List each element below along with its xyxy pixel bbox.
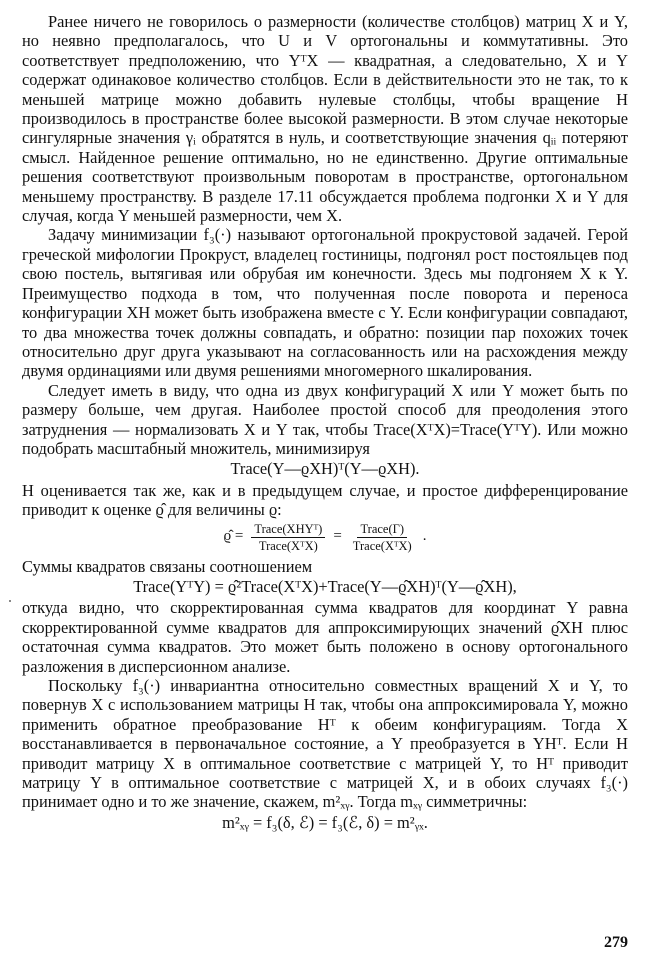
formula-sum-squares: Trace(YᵀY) = ϱ̂²Trace(XᵀX)+Trace(Y—ϱ̂XH)ᵀ(Y—ϱ̂XH), [133, 576, 517, 596]
paragraph-estimate: H оценивается так же, как и в предыдущем случае, и простое дифференцирование приводит к оценке ϱ̂ для величины ϱ: [22, 480, 628, 520]
paragraph-procrustes: Задачу минимизации f₃(·) называют ортогональной прокрустовой задачей. Герой греческой мифологии Прокруст, владелец гостиницы, подгонял рост постояльцев под свою постель, вытягивая или обрубая им конечности. Здесь мы подгоняем X к Y. Преимущество подхода в том, что полученная после поворота и переноса конфигурации XH может быть изображена вместе с Y. Если конфигурации совпадают, то два множества точек должны совпадать, и обратно: позиции пар похожих точек относительно друг друга указывают на согласованность или на расхождения между двумя ординациями или двумя решениями многомерного шкалирования. [22, 225, 628, 381]
paragraph-sum-squares: Суммы квадратов связаны соотношением [22, 556, 313, 576]
rho-hat-lhs: ϱ̂ = [223, 528, 244, 545]
scan-speck [9, 600, 11, 602]
fraction-2-numerator: Trace(Γ) [357, 522, 407, 538]
fraction-1-denominator: Trace(XᵀX) [258, 538, 318, 553]
formula-end-period: . [422, 528, 427, 545]
fraction-2 [350, 522, 415, 553]
document-page [22, 12, 628, 834]
fraction-2-denominator: Trace(XᵀX) [352, 538, 412, 553]
formula-rho-estimate [22, 522, 628, 553]
paragraph-normalization: Следует иметь в виду, что одна из двух конфигураций X или Y может быть по размеру больше, чем другая. Наиболее простой способ для преодоления этого затруднения — нормализовать X и Y так, чтобы Trace(XᵀX)=Trace(YᵀY). Или можно подобрать масштабный множитель, минимизируя [22, 380, 628, 458]
fraction-1-numerator: Trace(XHYᵀ) [251, 522, 325, 538]
paragraph-anova: откуда видно, что скорректированная сумма квадратов для координат Y равна скорректированной сумме квадратов для аппроксимирующих значений ϱ̂XH плюс остаточная сумма квадратов. Это может быть положено в основу ортогонального разложения в дисперсионном анализе. [22, 598, 628, 676]
paragraph-dimensions: Ранее ничего не говорилось о размерности (количестве столбцов) матриц X и Y, но неявно предполагалось, что U и V ортогональны и коммутативны. Это соответствует предположению, что YᵀX — квадратная, а следовательно, X и Y содержат одинаковое количество столбцов. Если в действительности это не так, то к меньшей матрице можно добавить нулевые столбцы, чтобы вращение H производилось в пространстве более высокой размерности. В этом случае некоторые сингулярные значения γᵢ обратятся в нуль, и соответствующие значения qᵢᵢ потеряют смысл. Найденное решение оптимально, но не единственно. Другие оптимальные решения соответствуют произвольным поворотам в пространстве, ортогональном меньшему пространству. В разделе 17.11 обсуждается проблема подгонки X и Y для случая, когда Y меньшей размерности, чем X. [22, 12, 628, 226]
fraction-1 [251, 522, 325, 553]
formula-trace-minimize: Trace(Y—ϱXH)ᵀ(Y—ϱXH). [230, 459, 420, 479]
paragraph-invariance: Поскольку f₃(·) инвариантна относительно совместных вращений X и Y, то повернув X с использованием матрицы H так, чтобы она аппроксимировала Y, можно применить обратное преобразование Hᵀ к обеим конфигурациям. Тогда X восстанавливается в первоначальное состояние, а Y преобразуется в YHᵀ. Если H приводит матрицу X в оптимальное соответствие с матрицей Y, то Hᵀ приводит матрицу Y в оптимальное соответствие с матрицей X, и в обоих случаях f₃(·) принимает одно и то же значение, скажем, m²ₓᵧ. Тогда mₓᵧ симметричны: [22, 676, 628, 812]
formula-symmetry: m²ₓᵧ = f₃(δ, ℰ) = f₃(ℰ, δ) = m²ᵧₓ. [222, 812, 428, 832]
equals-sign: = [333, 528, 342, 545]
page-number: 279 [604, 934, 628, 951]
